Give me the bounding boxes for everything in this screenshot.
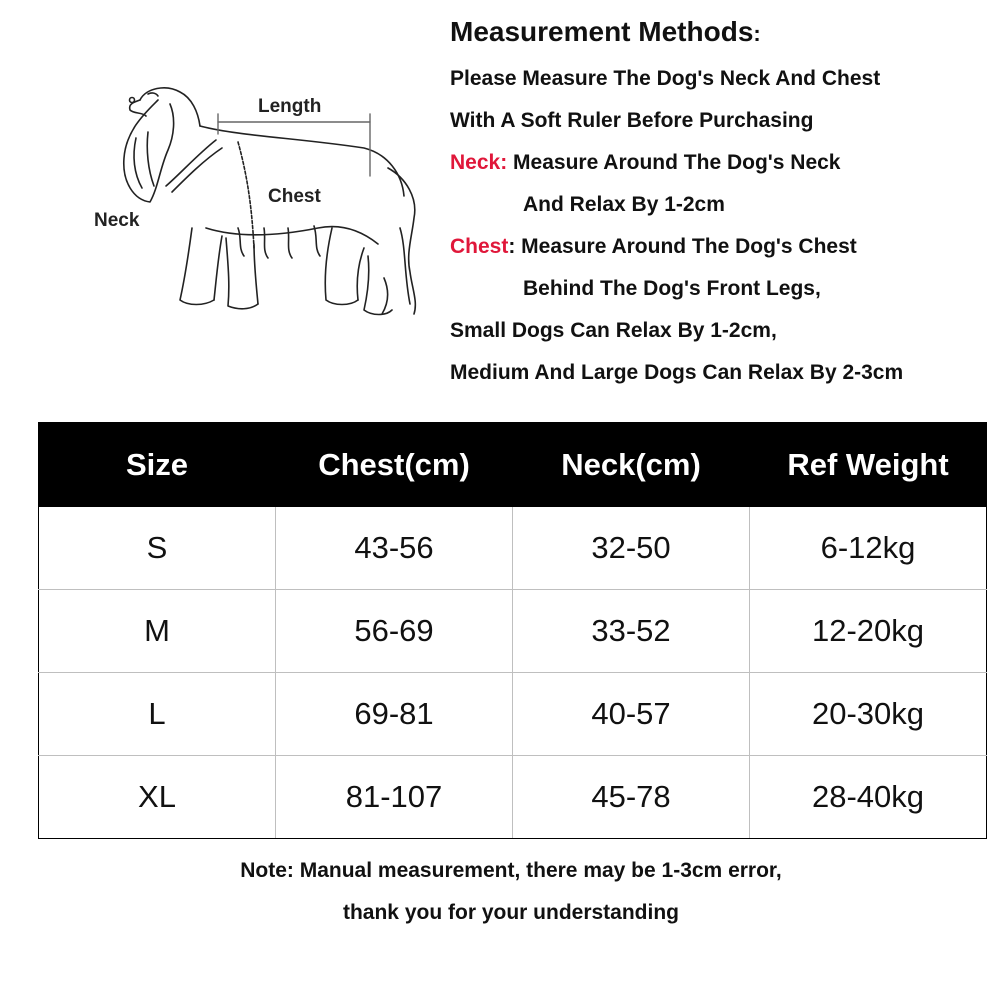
- weight-cell: 28-40kg: [750, 756, 987, 839]
- table-row: [39, 590, 987, 673]
- size-cell: XL: [39, 756, 276, 839]
- methods-line-2: With A Soft Ruler Before Purchasing: [450, 109, 814, 132]
- methods-line-1: Please Measure The Dog's Neck And Chest: [450, 67, 881, 90]
- chest-instruction: [450, 226, 990, 268]
- dog-measurement-illustration: [88, 78, 428, 328]
- size-chart-table: [38, 422, 987, 839]
- chest-instruction-text: : Measure Around The Dog's Chest: [508, 235, 857, 258]
- size-cell: M: [39, 590, 276, 673]
- chest-cell: 69-81: [276, 673, 513, 756]
- measurement-note: [0, 850, 1000, 934]
- weight-cell: 6-12kg: [750, 507, 987, 590]
- weight-cell: 12-20kg: [750, 590, 987, 673]
- header-neck: Neck(cm): [513, 423, 750, 507]
- methods-title-colon: :: [753, 21, 761, 46]
- header-ref-weight: Ref Weight: [750, 423, 987, 507]
- methods-title-text: Measurement Methods: [450, 16, 754, 47]
- table-row: [39, 756, 987, 839]
- table-row: [39, 673, 987, 756]
- neck-cell: 33-52: [513, 590, 750, 673]
- weight-cell: 20-30kg: [750, 673, 987, 756]
- table-header-row: [39, 423, 987, 507]
- neck-instruction-text: Measure Around The Dog's Neck: [507, 151, 841, 174]
- chest-label: Chest: [268, 186, 321, 207]
- neck-instruction: [450, 142, 990, 184]
- note-line-1: Note: Manual measurement, there may be 1-3cm error,: [240, 859, 782, 882]
- size-cell: S: [39, 507, 276, 590]
- neck-cell: 40-57: [513, 673, 750, 756]
- chest-cell: 56-69: [276, 590, 513, 673]
- table-row: [39, 507, 987, 590]
- length-label: Length: [258, 96, 322, 117]
- methods-title: [450, 14, 990, 52]
- neck-cell: 45-78: [513, 756, 750, 839]
- note-line-2: thank you for your understanding: [342, 901, 679, 924]
- header-size: Size: [39, 423, 276, 507]
- neck-instruction-cont: And Relax By 1-2cm: [523, 193, 725, 216]
- measurement-methods: [450, 14, 990, 394]
- chest-instruction-label: Chest: [450, 235, 509, 258]
- medium-large-dogs-note: Medium And Large Dogs Can Relax By 2-3cm: [450, 361, 904, 384]
- neck-label: Neck: [94, 210, 140, 231]
- header-chest: Chest(cm): [276, 423, 513, 507]
- neck-instruction-label: Neck:: [450, 151, 508, 174]
- chest-cell: 43-56: [276, 507, 513, 590]
- small-dogs-note: Small Dogs Can Relax By 1-2cm,: [450, 319, 777, 342]
- neck-cell: 32-50: [513, 507, 750, 590]
- size-cell: L: [39, 673, 276, 756]
- chest-instruction-cont: Behind The Dog's Front Legs,: [523, 277, 821, 300]
- chest-cell: 81-107: [276, 756, 513, 839]
